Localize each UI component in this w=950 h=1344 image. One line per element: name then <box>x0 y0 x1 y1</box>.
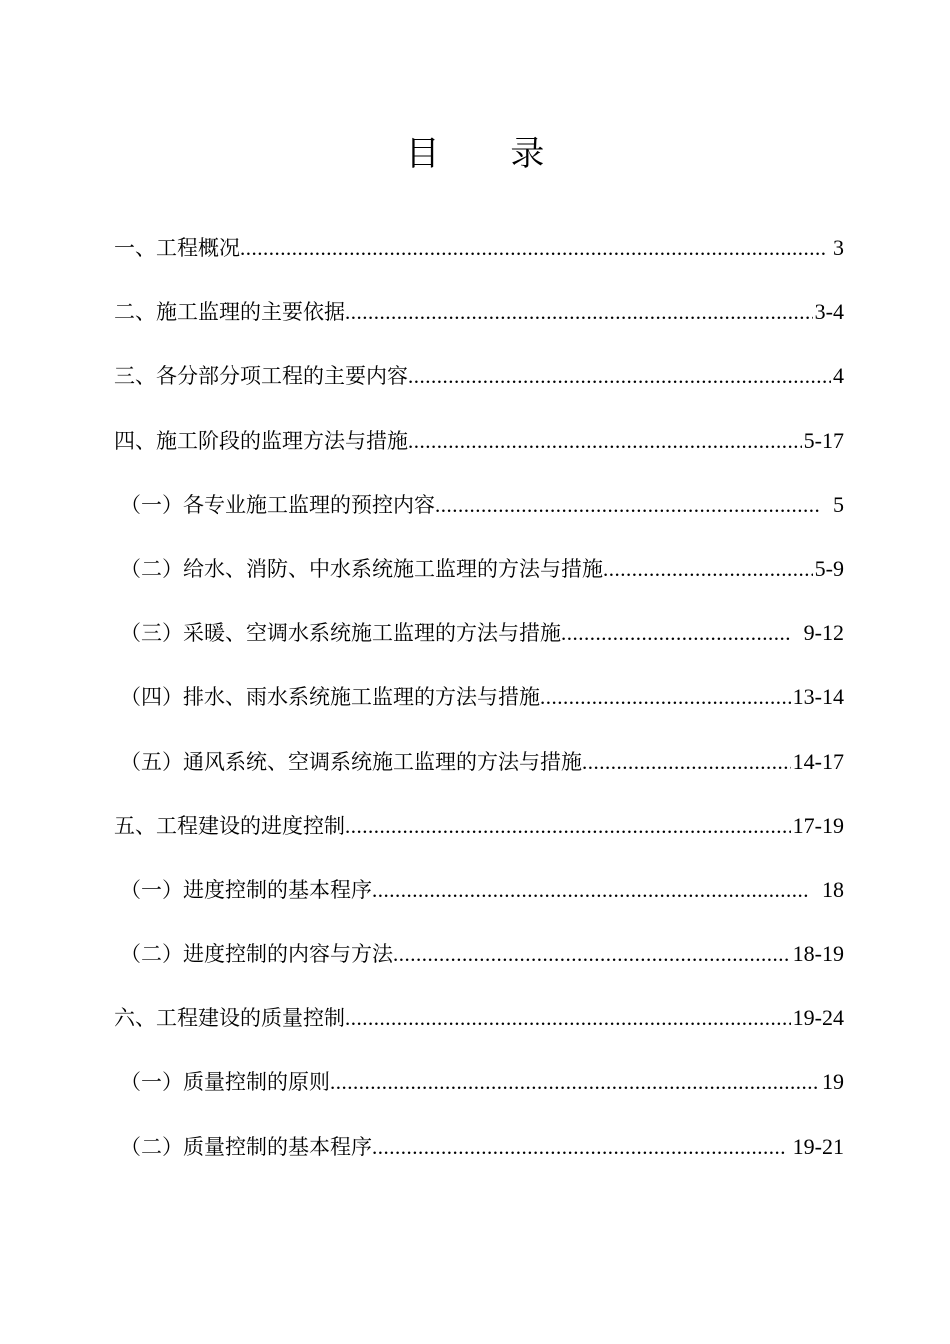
toc-page-number: 13-14 <box>792 684 844 710</box>
toc-dot-leader <box>372 1131 785 1163</box>
toc-page-number: 5-17 <box>803 427 844 453</box>
toc-dot-leader <box>330 1066 820 1098</box>
toc-entry <box>114 938 844 1002</box>
toc-entry <box>114 296 844 360</box>
toc-entry-title: 二、施工监理的主要依据 <box>114 300 345 325</box>
page-title: 目 录 <box>405 134 575 174</box>
toc-entry <box>114 425 844 489</box>
toc-page-number: 4 <box>833 363 844 389</box>
toc-entry-title: 三、各分部分项工程的主要内容 <box>114 364 408 389</box>
toc-entry <box>114 1131 844 1195</box>
toc-dot-leader <box>345 296 813 328</box>
toc-entry <box>114 232 844 296</box>
toc-entry-title: 六、工程建设的质量控制 <box>114 1006 345 1031</box>
toc-dot-leader <box>345 810 791 842</box>
toc-dot-leader <box>345 1002 791 1034</box>
toc-page-number: 14-17 <box>792 748 844 774</box>
toc-entry <box>114 1066 844 1130</box>
toc-dot-leader <box>240 232 826 264</box>
toc-entry-title: 一、工程概况 <box>114 236 240 260</box>
toc-page-number: 3 <box>827 235 844 260</box>
toc-entry-title: （二）给水、消防、中水系统施工监理的方法与措施 <box>120 556 603 581</box>
toc-dot-leader <box>372 874 809 906</box>
toc-dot-leader <box>582 746 791 778</box>
toc-entry-title: （三）采暖、空调水系统施工监理的方法与措施 <box>120 621 561 646</box>
toc-page-number: 5-9 <box>814 555 844 581</box>
toc-entry-title: （一）质量控制的原则 <box>120 1070 330 1095</box>
toc-entry-title: （五）通风系统、空调系统施工监理的方法与措施 <box>120 749 582 774</box>
toc-page-number: 9-12 <box>792 620 844 646</box>
toc-dot-leader <box>540 681 791 713</box>
toc-entry-title: （二）质量控制的基本程序 <box>120 1134 372 1159</box>
toc-page-number: 19-24 <box>792 1005 844 1031</box>
toc-entry <box>114 1002 844 1066</box>
toc-entry-title: 四、施工阶段的监理方法与措施 <box>114 428 408 453</box>
toc-entry-title: （一）进度控制的基本程序 <box>120 877 372 902</box>
toc-page-number: 18-19 <box>792 941 844 967</box>
toc-entry <box>114 681 844 745</box>
toc-entry <box>114 874 844 938</box>
toc-dot-leader <box>408 360 831 392</box>
toc-entry <box>114 553 844 617</box>
table-of-contents <box>114 232 844 1195</box>
toc-entry <box>114 489 844 553</box>
toc-entry <box>114 746 844 810</box>
toc-page-number: 5 <box>822 491 844 517</box>
toc-entry <box>114 810 844 874</box>
toc-entry <box>114 360 844 424</box>
toc-page-number: 3-4 <box>814 299 844 325</box>
toc-page-number: 17-19 <box>792 812 844 838</box>
toc-dot-leader <box>603 553 813 585</box>
toc-entry-title: 五、工程建设的进度控制 <box>114 813 345 838</box>
toc-entry-title: （一）各专业施工监理的预控内容 <box>120 492 435 517</box>
toc-dot-leader <box>561 617 791 649</box>
toc-entry-title: （二）进度控制的内容与方法 <box>120 942 393 967</box>
toc-page-number: 19 <box>822 1069 844 1095</box>
toc-entry <box>114 617 844 681</box>
toc-dot-leader <box>393 938 791 970</box>
toc-dot-leader <box>435 489 820 521</box>
toc-page-number: 18 <box>811 876 844 902</box>
toc-entry-title: （四）排水、雨水系统施工监理的方法与措施 <box>120 685 540 710</box>
toc-dot-leader <box>408 425 802 457</box>
toc-page-number: 19-21 <box>787 1133 844 1159</box>
